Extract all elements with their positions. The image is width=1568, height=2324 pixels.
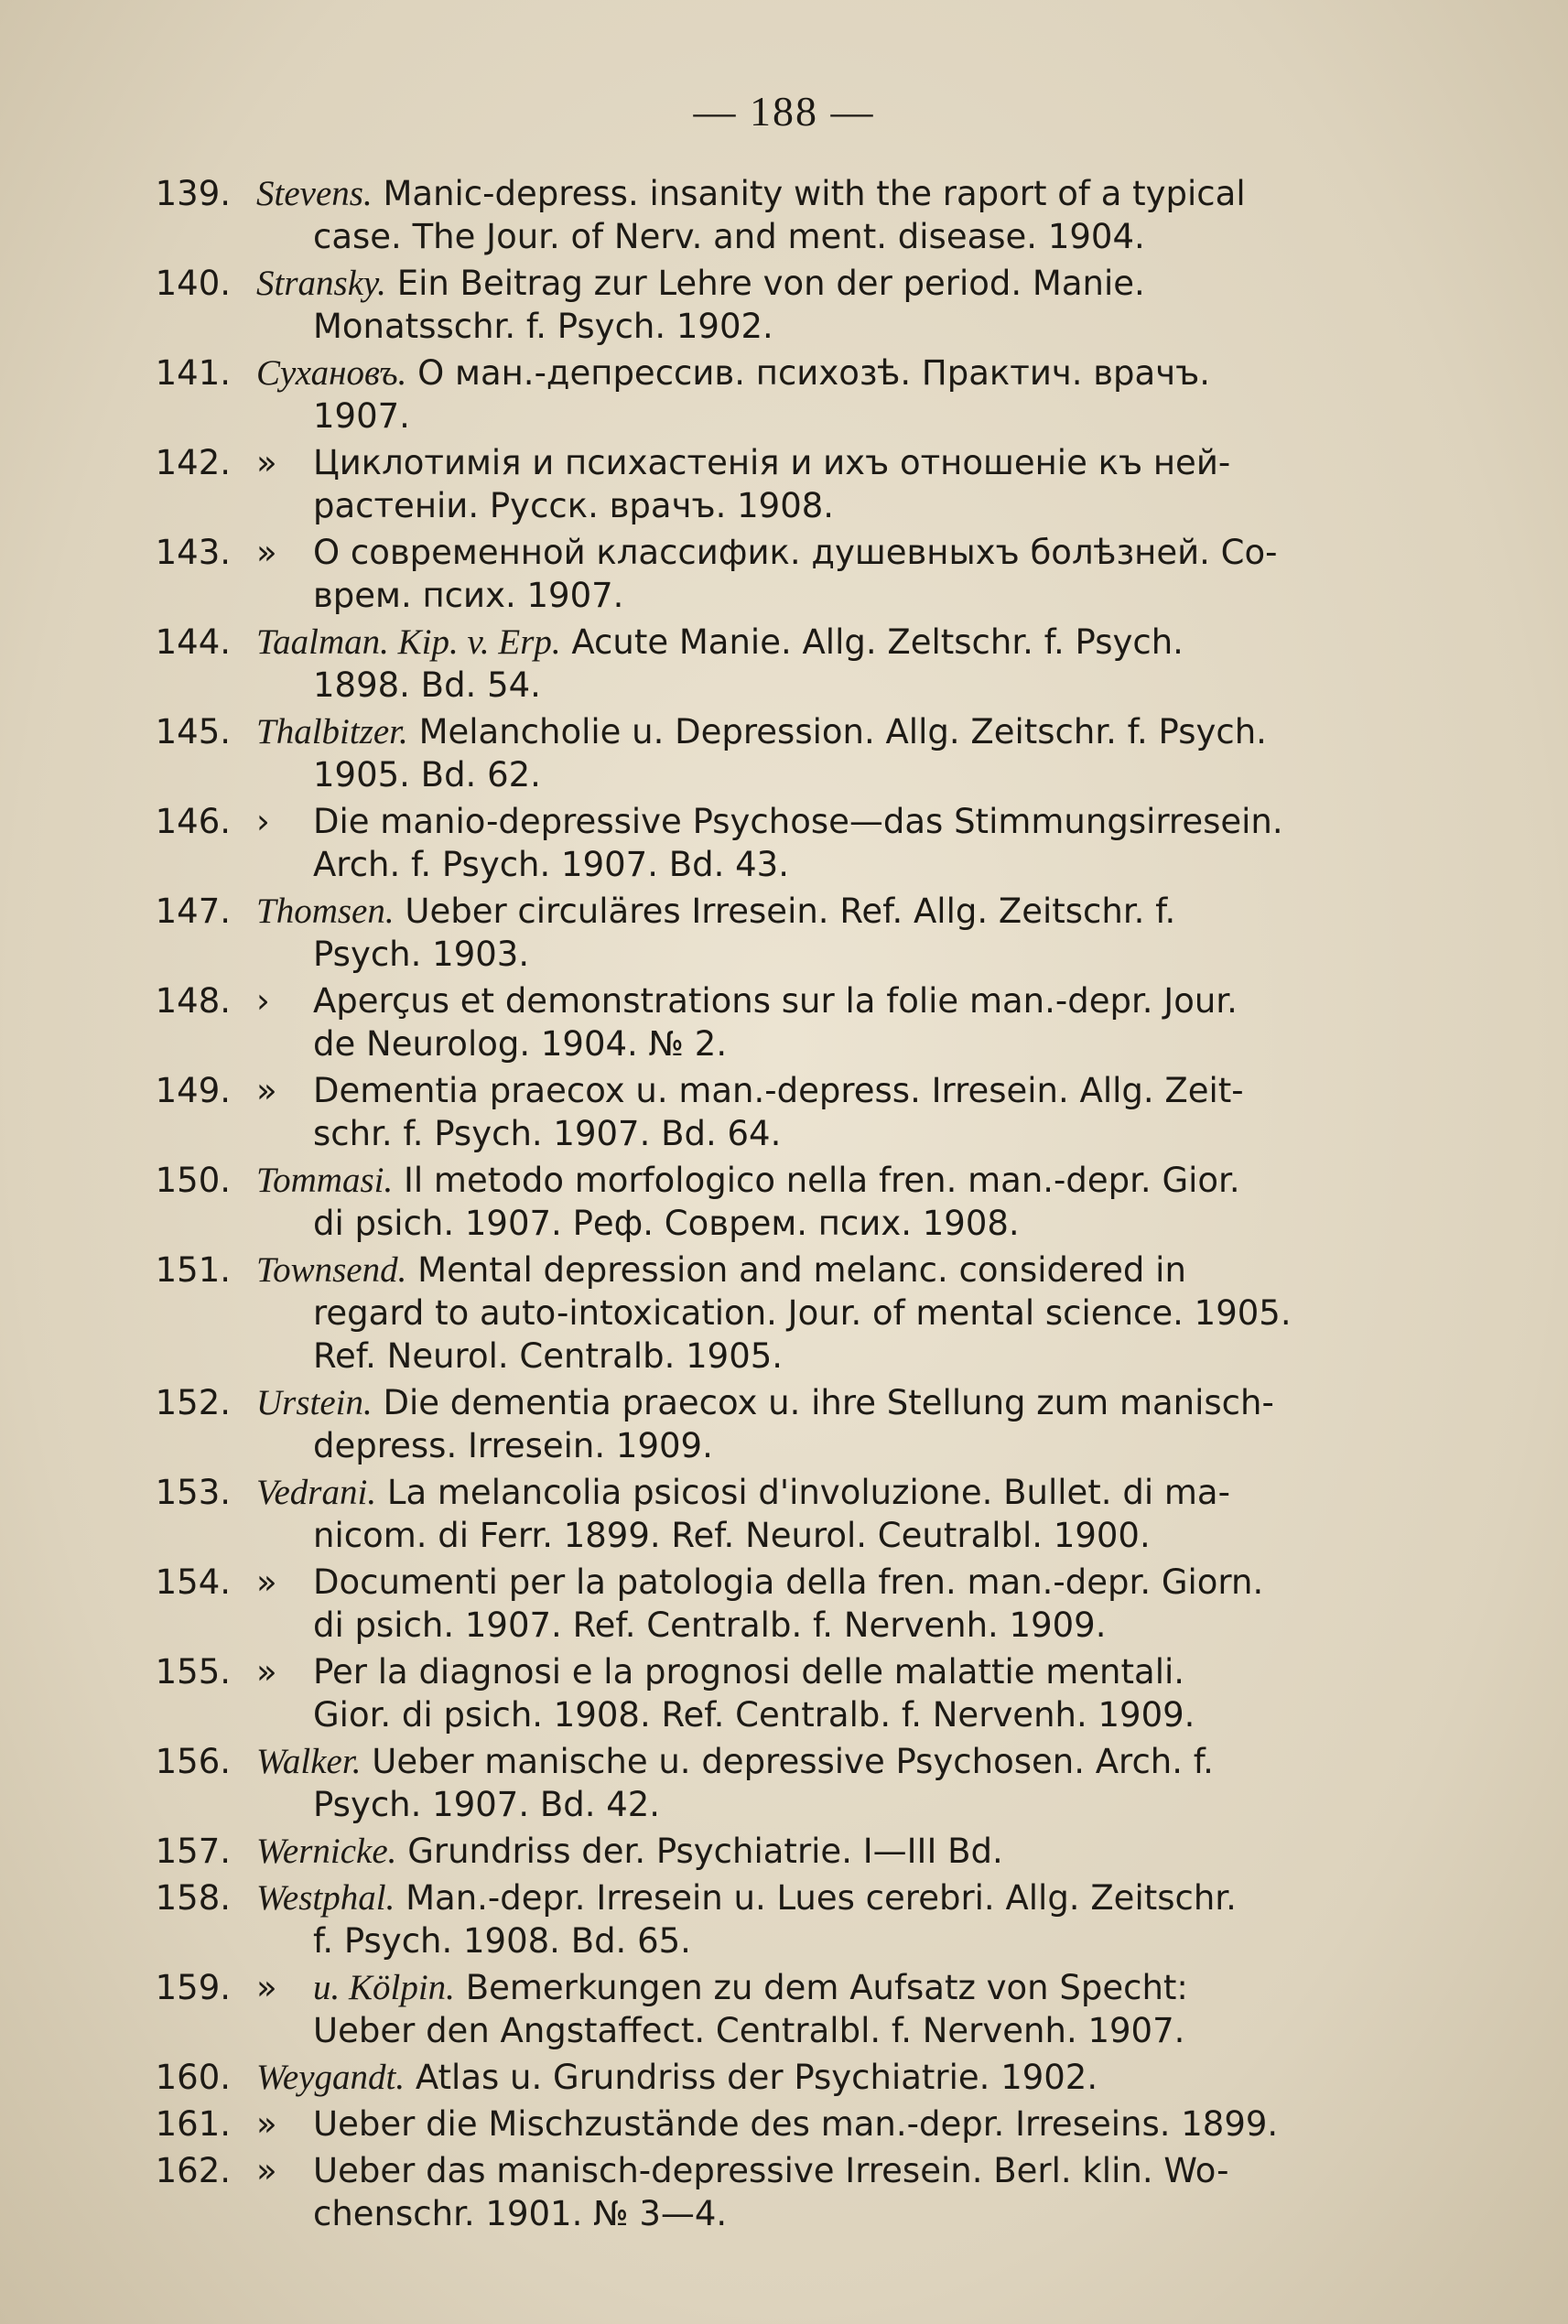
citation-text: Mental depression and melanc. considered in [417,1250,1186,1290]
citation-text: di psich. 1907. Ref. Centralb. f. Nervenh. 1909. [313,1605,1107,1645]
entry-author: Taalman. Kip. v. Erp. [256,622,561,662]
citation-text: Die dementia praecox u. ihre Stellung zum manisch- [383,1383,1274,1422]
citation-line [256,800,1455,843]
citation-text: 1907. [313,396,410,436]
entry-citation [256,890,1455,976]
entry-citation [256,2056,1455,2099]
citation-line [256,2009,1455,2052]
citation-line [256,262,1455,305]
entry-citation [256,351,1455,438]
citation-line [256,1292,1455,1335]
citation-text: 1898. Bd. 54. [313,665,541,705]
entry-citation [256,979,1455,1065]
ditto-mark: » [256,1968,277,2007]
bibliography-entry [128,172,1455,258]
entry-author: Wernicke. [256,1832,397,1871]
citation-line [256,1112,1455,1155]
citation-text: de Neurolog. 1904. № 2. [313,1024,728,1064]
entry-author: Westphal. [256,1878,395,1918]
citation-line [256,1919,1455,1962]
citation-line [256,351,1455,395]
bibliography-entry [128,800,1455,886]
citation-text: Grundriss der. Psychiatrie. I—III Bd. [407,1832,1003,1871]
citation-text: Acute Manie. Allg. Zeltschr. f. Psych. [571,622,1184,662]
entry-number: 160. [155,2058,231,2097]
citation-line [256,1069,1455,1112]
citation-text: Psych. 1907. Bd. 42. [313,1785,661,1824]
citation-text: Aperçus et demonstrations sur la folie man.-depr. Jour. [313,981,1238,1021]
citation-text: Ueber circuläres Irresein. Ref. Allg. Zeitschr. f. [405,892,1176,931]
bibliography-entry [128,1830,1455,1873]
entry-number: 139. [155,174,231,213]
citation-text: schr. f. Psych. 1907. Bd. 64. [313,1114,782,1153]
bibliography-entry [128,1381,1455,1467]
ditto-mark: › [256,981,270,1021]
citation-line [256,2056,1455,2099]
citation-line [256,933,1455,976]
citation-text: Ueber das manisch-depressive Irresein. Berl. klin. Wo- [313,2151,1229,2190]
citation-text: Il metodo morfologico nella fren. man.-depr. Gior. [403,1161,1240,1200]
entry-citation [256,2102,1455,2146]
citation-text: Bemerkungen zu dem Aufsatz von Specht: [465,1968,1188,2007]
entry-number: 157. [155,1832,231,1871]
citation-line [256,2192,1455,2235]
citation-line [256,1966,1455,2009]
citation-text: Циклотимія и психастенія и ихъ отношеніе къ ней- [313,443,1231,482]
citation-line [256,710,1455,753]
entry-citation [256,1740,1455,1826]
entry-citation [256,531,1455,617]
citation-text: Man.-depr. Irresein u. Lues cerebri. Allg. Zeitschr. [406,1878,1237,1918]
citation-text: case. The Jour. of Nerv. and ment. disease. 1904. [313,217,1145,256]
entry-author: Townsend. [256,1250,407,1290]
ditto-mark: » [256,1071,277,1110]
citation-line [256,664,1455,707]
entry-citation [256,1966,1455,2052]
citation-line [256,1693,1455,1736]
entry-number: 159. [155,1968,231,2007]
citation-text: Ueber die Mischzustände des man.-depr. Irreseins. 1899. [313,2104,1279,2144]
citation-line [256,753,1455,796]
bibliography-entry [128,1069,1455,1155]
bibliography-list [128,172,1455,2239]
citation-text: О ман.-депрессив. психозѣ. Практич. врачъ. [417,353,1210,393]
citation-line [256,441,1455,484]
entry-number: 154. [155,1562,231,1602]
entry-number: 150. [155,1161,231,1200]
bibliography-entry [128,1740,1455,1826]
entry-number: 143. [155,533,231,572]
entry-number: 149. [155,1071,231,1110]
ditto-mark: » [256,2104,277,2144]
ditto-mark: » [256,1562,277,1602]
bibliography-entry [128,2056,1455,2099]
entry-number: 155. [155,1652,231,1692]
citation-line [256,1604,1455,1647]
bibliography-entry [128,1159,1455,1245]
entry-author: Stransky. [256,264,386,303]
entry-citation [256,1381,1455,1467]
citation-text: regard to auto-intoxication. Jour. of mental science. 1905. [313,1293,1292,1333]
bibliography-entry [128,531,1455,617]
citation-line [256,2102,1455,2146]
citation-text: di psich. 1907. Реф. Соврем. псих. 1908. [313,1204,1020,1243]
citation-line [256,172,1455,215]
entry-number: 147. [155,892,231,931]
citation-text: Ueber den Angstaffect. Centralbl. f. Nervenh. 1907. [313,2011,1185,2050]
entry-number: 142. [155,443,231,482]
entry-author: Thalbitzer. [256,712,408,751]
entry-number: 162. [155,2151,231,2190]
citation-text: Atlas u. Grundriss der Psychiatrie. 1902. [415,2058,1098,2097]
bibliography-entry [128,1966,1455,2052]
citation-line [256,843,1455,886]
entry-author: u. Kölpin. [313,1968,455,2007]
citation-text: depress. Irresein. 1909. [313,1426,713,1465]
entry-number: 158. [155,1878,231,1918]
entry-citation [256,1830,1455,1873]
entry-number: 140. [155,264,231,303]
entry-citation [256,1069,1455,1155]
bibliography-entry [128,2102,1455,2146]
citation-line [256,1514,1455,1557]
citation-line [256,1335,1455,1378]
citation-line [256,1783,1455,1826]
citation-line [256,979,1455,1022]
bibliography-entry [128,1561,1455,1647]
entry-citation [256,1650,1455,1736]
citation-text: Psych. 1903. [313,935,530,974]
citation-text: растеніи. Русск. врачъ. 1908. [313,486,835,525]
entry-author: Walker. [256,1742,362,1781]
entry-citation [256,710,1455,796]
citation-line [256,1202,1455,1245]
entry-citation [256,262,1455,348]
entry-citation [256,1561,1455,1647]
bibliography-entry [128,890,1455,976]
entry-author: Tommasi. [256,1161,394,1200]
page-number: — 188 — [693,88,875,135]
citation-text: Ref. Neurol. Centralb. 1905. [313,1336,784,1376]
citation-text: Per la diagnosi e la prognosi delle malattie mentali. [313,1652,1185,1692]
citation-line [256,1022,1455,1065]
entry-citation [256,1248,1455,1378]
citation-line [256,1248,1455,1292]
entry-author: Urstein. [256,1383,373,1422]
citation-text: Ueber manische u. depressive Psychosen. Arch. f. [372,1742,1214,1781]
ditto-mark: › [256,802,270,841]
entry-author: Weygandt. [256,2058,406,2097]
entry-author: Thomsen. [256,892,395,931]
bibliography-entry [128,1650,1455,1736]
citation-line [256,215,1455,258]
bibliography-entry [128,262,1455,348]
entry-number: 141. [155,353,231,393]
citation-text: chenschr. 1901. № 3—4. [313,2194,728,2233]
bibliography-entry [128,2149,1455,2235]
entry-number: 161. [155,2104,231,2144]
citation-text: Gior. di psich. 1908. Ref. Centralb. f. Nervenh. 1909. [313,1695,1195,1735]
citation-line [256,484,1455,527]
entry-citation [256,1159,1455,1245]
citation-line [256,1159,1455,1202]
citation-line [256,574,1455,617]
bibliography-entry [128,351,1455,438]
citation-text: Ein Beitrag zur Lehre von der period. Manie. [396,264,1145,303]
citation-text: f. Psych. 1908. Bd. 65. [313,1921,691,1961]
citation-text: La melancolia psicosi d'involuzione. Bullet. di ma- [386,1473,1230,1512]
citation-line [256,1471,1455,1514]
bibliography-entry [128,710,1455,796]
bibliography-entry [128,1471,1455,1557]
entry-citation [256,800,1455,886]
entry-citation [256,1876,1455,1962]
citation-text: Die manio-depressive Psychose—das Stimmungsirresein. [313,802,1283,841]
citation-text: Melancholie u. Depression. Allg. Zeitschr. f. Psych. [418,712,1267,751]
citation-line [256,890,1455,933]
citation-text: 1905. Bd. 62. [313,755,541,794]
bibliography-entry [128,441,1455,527]
entry-citation [256,2149,1455,2235]
entry-number: 152. [155,1383,231,1422]
entry-number: 148. [155,981,231,1021]
entry-number: 145. [155,712,231,751]
entry-author: Сухановъ. [256,353,407,393]
entry-author: Vedrani. [256,1473,377,1512]
entry-citation [256,1471,1455,1557]
entry-number: 151. [155,1250,231,1290]
citation-line [256,1381,1455,1424]
citation-line [256,2149,1455,2192]
entry-number: 156. [155,1742,231,1781]
citation-line [256,1424,1455,1467]
citation-text: Monatsschr. f. Psych. 1902. [313,307,773,346]
ditto-mark: » [256,443,277,482]
bibliography-entry [128,979,1455,1065]
entry-author: Stevens. [256,174,373,213]
citation-line [256,531,1455,574]
entry-citation [256,621,1455,707]
entry-citation [256,441,1455,527]
entry-citation [256,172,1455,258]
citation-text: nicom. di Ferr. 1899. Ref. Neurol. Ceutralbl. 1900. [313,1516,1151,1555]
bibliography-entry [128,1248,1455,1378]
entry-number: 144. [155,622,231,662]
citation-text: Arch. f. Psych. 1907. Bd. 43. [313,845,789,884]
citation-text: Documenti per la patologia della fren. man.-depr. Giorn. [313,1562,1264,1602]
citation-line [256,1650,1455,1693]
ditto-mark: » [256,533,277,572]
entry-number: 153. [155,1473,231,1512]
bibliography-entry [128,1876,1455,1962]
ditto-mark: » [256,1652,277,1692]
citation-line [256,621,1455,664]
citation-text: Manic-depress. insanity with the raport of a typical [383,174,1246,213]
citation-line [256,1876,1455,1919]
citation-line [256,1740,1455,1783]
citation-line [256,1561,1455,1604]
citation-line [256,1830,1455,1873]
bibliography-entry [128,621,1455,707]
entry-number: 146. [155,802,231,841]
citation-line [256,305,1455,348]
citation-text: О современной классифик. душевныхъ болѣзней. Со- [313,533,1278,572]
citation-text: Dementia praecox u. man.-depress. Irresein. Allg. Zeit- [313,1071,1244,1110]
ditto-mark: » [256,2151,277,2190]
citation-line [256,395,1455,438]
citation-text: врем. псих. 1907. [313,576,624,615]
